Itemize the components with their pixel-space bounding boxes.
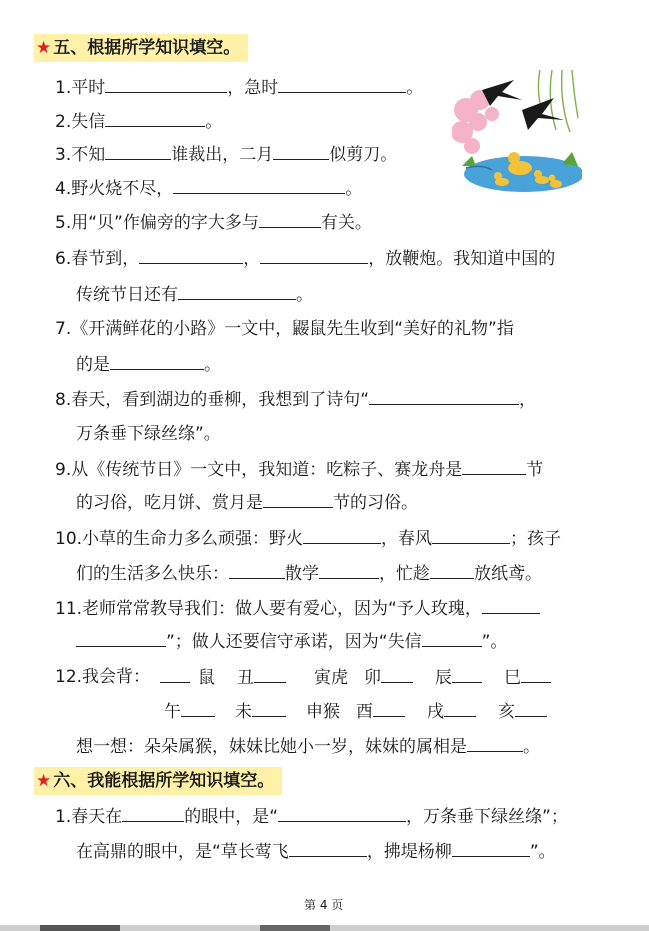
question-number: 10. — [55, 529, 83, 549]
answer-blank[interactable] — [303, 527, 381, 544]
answer-blank[interactable] — [444, 700, 476, 717]
answer-blank[interactable] — [452, 666, 482, 683]
question-text: 的习俗，吃月饼、赏月是 — [76, 493, 263, 513]
zodiac-item: 巳 — [504, 668, 521, 688]
question-number: 3. — [55, 145, 72, 165]
question-1 — [55, 76, 423, 99]
zodiac-item: 午 — [164, 702, 181, 722]
question-text: 春节到， — [71, 249, 140, 269]
question-5 — [55, 211, 372, 234]
answer-blank[interactable] — [289, 840, 367, 857]
question-text: 小草的生命力多么顽强：野火 — [82, 529, 304, 549]
section6-question-1 — [55, 805, 568, 828]
question-number: 11. — [55, 599, 83, 619]
answer-blank[interactable] — [452, 840, 530, 857]
question-number: 7. — [55, 319, 72, 339]
zodiac-row-1 — [160, 666, 551, 689]
question-number: 6. — [55, 249, 72, 269]
section6-question-1-continued — [76, 840, 556, 863]
question-text: 用“贝”作偏旁的字大多与 — [71, 213, 259, 233]
question-3 — [55, 143, 397, 166]
question-9-continued — [76, 491, 418, 514]
question-text: 们的生活多么快乐： — [76, 564, 229, 584]
section-header — [34, 767, 282, 795]
zodiac-item: 辰 — [435, 668, 452, 688]
question-text: 。 — [204, 355, 221, 375]
question-4 — [55, 177, 362, 200]
page-number: 第 4 页 — [304, 898, 344, 912]
question-text: 。 — [406, 78, 424, 98]
answer-blank[interactable] — [482, 597, 540, 614]
question-text: 。 — [205, 112, 223, 132]
question-number: 9. — [55, 460, 72, 480]
answer-blank[interactable] — [381, 666, 413, 683]
answer-blank[interactable] — [515, 700, 547, 717]
question-text: 。 — [345, 179, 363, 199]
question-text: 传统节日还有 — [76, 285, 178, 305]
question-text: 。 — [296, 285, 313, 305]
answer-blank[interactable] — [105, 143, 171, 160]
question-text: 我会背： — [82, 667, 151, 687]
answer-blank[interactable] — [467, 735, 523, 752]
answer-blank[interactable] — [105, 110, 205, 127]
answer-blank[interactable] — [252, 700, 286, 717]
question-number: 5. — [55, 213, 72, 233]
question-text: 的是 — [76, 355, 110, 375]
question-text: ，春风 — [381, 529, 433, 549]
zodiac-row-2 — [164, 700, 547, 723]
section-title: 五、根据所学知识填空。 — [53, 38, 241, 58]
zodiac-item: 戌 — [427, 702, 444, 722]
question-text: 放纸鸢。 — [474, 564, 542, 584]
answer-blank[interactable] — [160, 666, 190, 683]
section-header — [34, 34, 248, 62]
question-7 — [55, 318, 514, 340]
question-text: 老师常常教导我们：做人要有爱心，因为“予人玫瑰， — [82, 599, 482, 619]
question-text: 春天在 — [71, 807, 123, 827]
answer-blank[interactable] — [178, 283, 296, 300]
bottom-scroll-bar — [0, 925, 649, 931]
answer-blank[interactable] — [422, 630, 482, 647]
question-text: 从《传统节日》一文中，我知道：吃粽子、赛龙舟是 — [71, 460, 463, 480]
answer-blank[interactable] — [259, 211, 321, 228]
question-text: 似剪刀。 — [329, 145, 398, 165]
question-text: 万条垂下绿丝绦”。 — [76, 424, 221, 444]
question-text: ；孩子 — [510, 529, 562, 549]
question-text: 失信 — [71, 112, 106, 132]
question-9 — [55, 458, 543, 481]
section-title: 六、我能根据所学知识填空。 — [53, 771, 275, 791]
think-question — [76, 735, 540, 758]
answer-blank[interactable] — [273, 143, 329, 160]
question-number: 2. — [55, 112, 72, 132]
question-text: 在高鼎的眼中，是“草长莺飞 — [76, 842, 289, 862]
spring-illustration — [452, 70, 582, 202]
question-text: ， — [519, 390, 537, 410]
question-text: 有关。 — [320, 213, 372, 233]
question-text: ，忙趁 — [379, 564, 430, 584]
question-10 — [55, 527, 561, 550]
question-8-continued — [76, 423, 221, 445]
question-text: 不知 — [71, 145, 106, 165]
answer-blank[interactable] — [105, 76, 227, 93]
question-text: ，放鞭炮。我知道中国的 — [368, 249, 556, 269]
zodiac-item: 亥 — [498, 702, 515, 722]
zodiac-item: 鼠 — [198, 668, 215, 688]
answer-blank[interactable] — [263, 491, 333, 508]
question-10-continued — [76, 562, 542, 585]
question-text: 谁裁出，二月 — [171, 145, 274, 165]
answer-blank[interactable] — [462, 458, 526, 475]
question-11 — [55, 597, 540, 620]
question-text: 节 — [526, 460, 544, 480]
question-text: 春天，看到湖边的垂柳，我想到了诗句“ — [71, 390, 370, 410]
question-number: 1. — [55, 78, 72, 98]
question-2 — [55, 110, 222, 133]
question-text: ，急时 — [227, 78, 279, 98]
answer-blank[interactable] — [373, 700, 405, 717]
question-text: 想一想：朵朵属猴，妹妹比她小一岁，妹妹的属相是 — [76, 737, 467, 757]
answer-blank[interactable] — [430, 562, 474, 579]
zodiac-item: 卯 — [364, 668, 381, 688]
answer-blank[interactable] — [319, 562, 379, 579]
answer-blank[interactable] — [369, 388, 519, 405]
answer-blank[interactable] — [229, 562, 285, 579]
question-text: 平时 — [71, 78, 106, 98]
question-6 — [55, 247, 555, 270]
zodiac-item: 申猴 — [306, 702, 340, 722]
answer-blank[interactable] — [254, 666, 286, 683]
question-text: ，万条垂下绿丝绦”； — [406, 807, 568, 827]
star-icon: ★ — [36, 771, 52, 791]
question-7-continued — [76, 353, 221, 376]
question-6-continued — [76, 283, 313, 306]
question-text: ”；做人还要信守承诺，因为“失信 — [166, 632, 422, 652]
zodiac-item: 寅虎 — [314, 668, 348, 688]
answer-blank[interactable] — [278, 805, 406, 822]
question-number: 1. — [55, 807, 72, 827]
question-text: 《开满鲜花的小路》一文中，鼹鼠先生收到“美好的礼物”指 — [71, 319, 514, 339]
answer-blank[interactable] — [432, 527, 510, 544]
question-text: ，拂堤杨柳 — [366, 842, 452, 862]
question-text: 散学 — [285, 564, 319, 584]
answer-blank[interactable] — [110, 353, 204, 370]
question-8 — [55, 388, 536, 411]
question-12 — [55, 666, 150, 688]
answer-blank[interactable] — [521, 666, 551, 683]
zodiac-item: 酉 — [356, 702, 373, 722]
star-icon: ★ — [36, 38, 52, 58]
zodiac-item: 未 — [235, 702, 252, 722]
answer-blank[interactable] — [173, 177, 345, 194]
answer-blank[interactable] — [278, 76, 406, 93]
question-number: 8. — [55, 390, 72, 410]
question-text: ”。 — [481, 632, 508, 652]
zodiac-item: 丑 — [237, 668, 254, 688]
question-number: 4. — [55, 179, 72, 199]
question-text: 节的习俗。 — [333, 493, 418, 513]
question-text: ， — [243, 249, 261, 269]
question-text: 野火烧不尽， — [71, 179, 174, 199]
answer-blank[interactable] — [76, 630, 166, 647]
question-11-continued — [76, 630, 507, 653]
answer-blank[interactable] — [181, 700, 215, 717]
question-number: 12. — [55, 667, 83, 687]
answer-blank[interactable] — [260, 247, 368, 264]
question-text: ”。 — [529, 842, 556, 862]
question-text: 。 — [523, 737, 540, 757]
answer-blank[interactable] — [139, 247, 243, 264]
question-text: 的眼中，是“ — [184, 807, 279, 827]
answer-blank[interactable] — [122, 805, 184, 822]
